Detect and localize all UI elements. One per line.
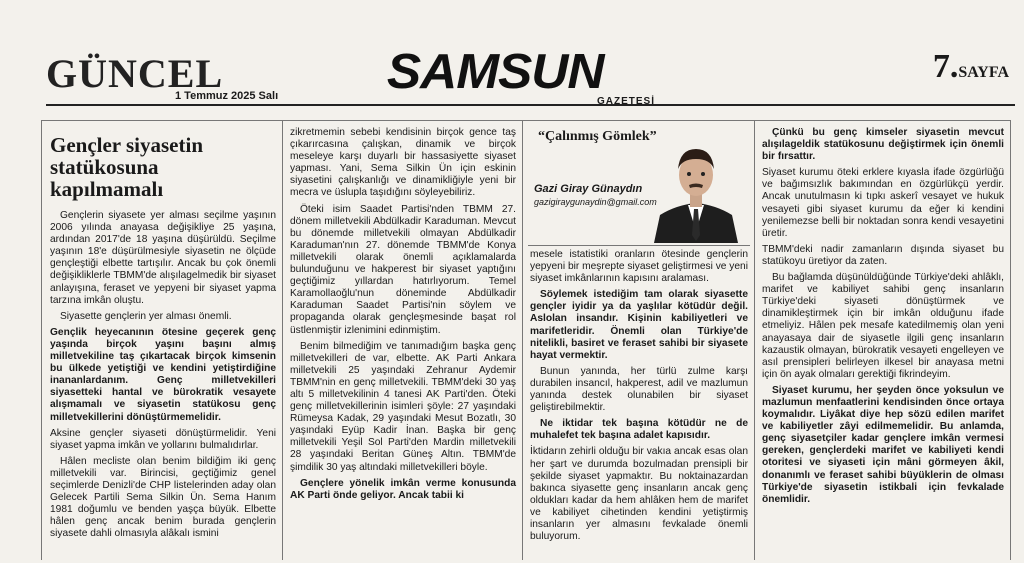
column-divider <box>1010 120 1011 560</box>
masthead <box>40 38 1015 108</box>
page-label: SAYFA <box>958 64 1009 81</box>
paragraph: zikretmemin sebebi kendisinin birçok gence taş çıkarırcasına çalışkan, dinamik ve birçok meseleye karşı duyarlı bir hassasiyette siyaset yapması. Yani, Sema Silkin Ün için eskinin siyasetini çalışkanlığı ve dinamikliğiyle yeni bir mecra ve üslupla taşıdığını söyleyebiliriz. <box>290 127 516 199</box>
column-divider <box>41 120 42 560</box>
paragraph-bold: Gençlik heyecanının ötesine geçerek genç yaşında birçok yaşını başını almış milletvekiline taş çıkartacak birçok kimsenin bu ülkede yetiştiği ve kendini yetiştirdiğine inananlardanım. Genç milletvekilleri siyasetteki hantal ve bürokratik vesayete alışmamalı ve siyasetin statükosu genç milletvekillerini dönüştürmemelidir. <box>50 326 276 423</box>
newspaper-logo-subtitle: GAZETESİ <box>597 96 656 107</box>
publication-date: 1 Temmuz 2025 Salı <box>175 90 279 102</box>
paragraph-bold: Söylemek istediğim tam olarak siyasette gençler iyidir ya da yaşlılar kötüdür değil. Aslolan insandır. Kişinin kabiliyetleri ve marifetleridir. Önemli olan Türkiye'de nitelikli, basiret ve feraset sahibi bir siyasete hayat vermektir. <box>530 289 748 361</box>
paragraph-bold: Çünkü bu genç kimseler siyasetin mevcut alışılageldik statükosunu değiştirmek için önemli bir fırsattır. <box>762 127 1004 163</box>
author-name: Gazi Giray Günaydın <box>534 183 643 195</box>
paragraph: Siyasette gençlerin yer alması önemli. <box>60 310 232 322</box>
paragraph-bold: Ne iktidar tek başına kötüdür ne de muhalefet tek başına adalet kapısıdır. <box>530 418 748 442</box>
paragraph: Bunun yanında, her türlü zulme karşı durabilen insancıl, hakperest, adil ve mazlumun yanında destek olunabilen bir siyaset geliştirebilmektir. <box>530 365 748 414</box>
article-column-3 <box>530 249 748 547</box>
section-title: GÜNCEL <box>46 51 224 96</box>
article-column-1 <box>50 134 276 544</box>
page-number-value: 7. <box>932 48 959 85</box>
masthead-rule <box>46 104 1015 106</box>
page-number <box>933 48 1009 86</box>
paragraph: İktidarın zehirli olduğu bir vakıa ancak esas olan her şart ve durumda bozulmadan prensipli bir şekilde siyaset yapmaktır. Bu noktainazardan bakınca siyasette genç insanların ancak genç oldukları kadar da hem ahlâken hem de marifet ve kabiliyet cihetinden kendini yetiştirmiş insanların yer almasını fevkalade önemli buluyorum. <box>530 446 748 543</box>
frame-top-rule <box>41 120 1010 121</box>
headline-line-2: statükosuna kapılmamalı <box>50 155 164 201</box>
paragraph: Gençlerin siyasete yer alması seçilme yaşının 2006 yılında anayasa değişikliye 25 yaşına, ardından 2017'de 18 yaşına düşürüldü. Seçilme yaşının 18'e düşürülmesiyle siyasetin ne ölçüde gençleştiği elbette tartışılır. Ancak bu çok önemli değişikliklerle TBMM'de alışılagelmedik bir siyaset anlayışına, feraset ve yepyeni bir siyaset yapma tarzına imkân oluştu. <box>50 210 276 306</box>
paragraph-bold: Siyaset kurumu, her şeyden önce yoksulun ve mazlumun menfaatlerini kendisinden önce ortaya koymalıdır. Liyâkat diye hep sözü edilen marifet ve kabiliyetler zâyi edilmemelidir. Bu anlamda, genç siyasetçiler kadar gençlere imkân vermesi gereken, gençlerdeki marifet ve kabiliyeti kendi otoritesi ve siyaseti için mâni görmeyen âkil, donanımlı ve feraset sahibi büyüklerin de olması Türkiye'de siyasetin istikbali için fevkalade önemlidir. <box>762 384 1004 505</box>
paragraph: Gençlere yönelik imkân verme konusunda AK Parti önde geliyor. Ancak tabii ki <box>290 477 516 501</box>
column-divider <box>754 120 755 560</box>
author-box <box>528 127 750 244</box>
paragraph: Hâlen mecliste olan benim bildiğim iki genç milletvekili var. Birincisi, geçtiğimiz genel seçimlerde Denizli'de CHP listelerinden aday olan Gelecek Partili Sema Silkin Ün. Sema Hanım 1981 doğumlu ve benden yaşça büyük. Elbette hâlen genç ancak benim burada gençlerin siyasete dahli olmasıyla alâkalı ismini <box>50 455 276 540</box>
headline-line-1: Gençler siyasetin <box>50 133 204 157</box>
column-divider <box>282 120 283 560</box>
paragraph: Siyaset kurumu öteki erklere kıyasla ifade özgürlüğü ve bağımsızlık bakımından en özgürlükçü yerdir. Ancak unutulmasın ki tıpkı askerî vesayet ve hukuk vesayeti gibi siyaset kurumu da eğer ki kendini yenilemezse belli bir noktadan sonra kendi vesayetini üretir. <box>762 167 1004 239</box>
article-column-2 <box>290 127 516 506</box>
paragraph: Bu bağlamda düşünüldüğünde Türkiye'deki ahlâklı, marifet ve kabiliyet sahibi genç insanların Türkiye'deki siyaseti dönüştürmek ve dinamikleştirmek için bir imkân olduğunu ifade etmeliyiz. Hâlen pek mesafe katedilmemiş olan yeni anayasaya dair de siyasetle ilgili genç insanların kazaustik olmayan, bürokratik vesayeti engelleyen ve asıl prensipleri belirleyen ilkesel bir anayasa metni için ön ayak olmaları gerektiği fikrindeyim. <box>762 272 1004 380</box>
paragraph: Öteki isim Saadet Partisi'nden TBMM 27. dönem milletvekili Abdülkadir Karaduman. Mevcut bu dönemde milletvekili olmayan Abdülkadir Karaduman'nın 27. dönemde TBMM'de Konya milletvekili olarak önemli açıklamalarda bulunduğunu ve hakperest bir siyaset yaptığını geçtiğimiz yıllardan hatırlıyorum. Temel Karamollaoğlu'nun döneminde Abdülkadir Karaduman Saadet Partisi'nin söylem ve propaganda olarak gençleşmesinde başat rol üstlenmiştir izlenimini edinmiştim. <box>290 203 516 336</box>
author-box-rule <box>528 245 750 246</box>
newspaper-logo: SAMSUN <box>386 45 604 99</box>
article-headline <box>50 134 276 200</box>
paragraph: TBMM'deki nadir zamanların dışında siyaset bu statükoyu üretiyor da zaten. <box>762 243 1004 267</box>
author-email: gazigiraygunaydin@gmail.com <box>534 197 657 207</box>
column-divider <box>522 120 523 560</box>
author-photo <box>646 135 746 243</box>
column-title: “Çalınmış Gömlek” <box>538 129 657 144</box>
paragraph: Aksine gençler siyaseti dönüştürmelidir. Yeni siyaset yapma imkân ve yollarını bulmalıdırlar. <box>50 427 276 451</box>
paragraph: mesele istatistiki oranların ötesinde gençlerin yepyeni bir meşrepte siyaset geliştirmesi ve yeni siyaset imkânlarının kapısını aralaması. <box>530 249 748 285</box>
paragraph: Benim bilmediğim ve tanımadığım başka genç milletvekilleri de var, elbette. AK Parti Ankara milletvekili 25 yaşındaki Zehranur Aydemir TBMM'nin en genç milletvekili. TBMM'deki 30 yaş altı 5 milletvekilinin 4 tanesi AK Parti'den. Öteki genç milletvekillerinin isimleri şöyle: 27 yaşındaki Rümeysa Kadak, 29 yaşındaki Mesut Bozatlı, 30 yaşındaki Eyüp Kadir İnan. Başka bir genç milletvekili Yeşil Sol Parti'den Mardin milletvekili 28 yaşındaki Beritan Güneş Altın. TBMM'de şimdilik 30 yaş altındaki milletvekilleri böyle. <box>290 340 516 473</box>
article-column-4 <box>762 127 1004 510</box>
